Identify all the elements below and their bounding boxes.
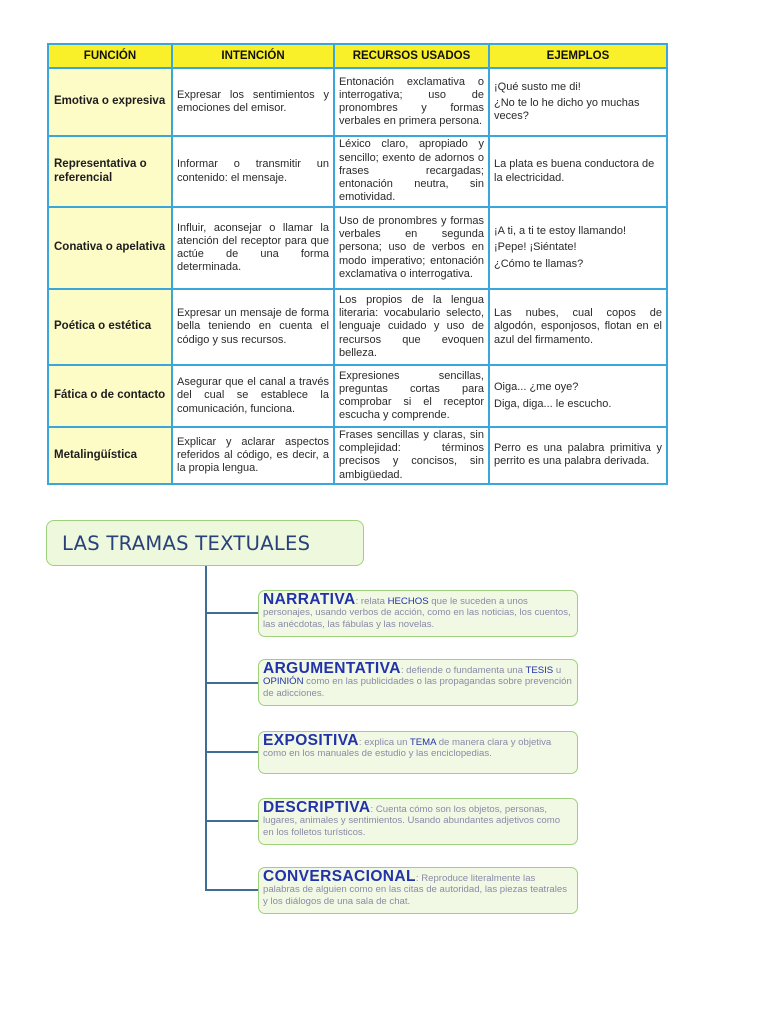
trama-card-expositiva [258, 731, 578, 774]
trama-separator: : [400, 665, 407, 676]
cell-recursos: Léxico claro, apropiado y sencillo; exento de adornos o frases recargadas; entonación neutra, sin emotividad. [334, 136, 489, 207]
trama-description: de manera clara y objetiva como en los manuales de estudio y las enciclopedias. [263, 737, 552, 760]
trama-keyword: OPINIÓN [263, 676, 304, 688]
cell-funcion: Conativa o apelativa [48, 207, 172, 289]
table-row [48, 136, 667, 207]
example-text: Perro es una palabra primitiva y perrito es una palabra derivada. [494, 442, 662, 468]
trama-title: CONVERSACIONAL [263, 868, 416, 885]
cell-recursos: Entonación exclamativa o interrogativa; uso de pronombres y formas verbales en primera persona. [334, 68, 489, 136]
trama-keyword: TEMA [409, 737, 437, 748]
trama-card-descriptiva [258, 798, 578, 845]
connector-branch [205, 612, 259, 614]
cell-funcion: Metalingüística [48, 427, 172, 484]
cell-funcion: Emotiva o expresiva [48, 68, 172, 136]
trama-separator: : [415, 873, 422, 884]
cell-recursos: Los propios de la lengua literaria: vocabulario selecto, lenguaje cuidado y uso de recursos que evoquen belleza. [334, 289, 489, 365]
cell-funcion: Representativa o referencial [48, 136, 172, 207]
trama-description: Reproduce literalmente las palabras de alguien como en las citas de autoridad, las piezas teatrales y los diálogos de una sala de chat. [263, 873, 567, 907]
cell-intencion: Expresar un mensaje de forma bella teniendo en cuenta el código y sus recursos. [172, 289, 334, 365]
cell-ejemplos [489, 427, 667, 484]
table-row [48, 365, 667, 427]
cell-ejemplos [489, 289, 667, 365]
trama-separator: : [355, 596, 361, 607]
cell-ejemplos [489, 68, 667, 136]
cell-intencion: Expresar los sentimientos y emociones del emisor. [172, 68, 334, 136]
trama-description: relata [360, 596, 388, 607]
table-header-row [48, 44, 667, 68]
diagram-title-box [46, 520, 364, 566]
header-ejemplos: EJEMPLOS [489, 44, 667, 68]
trama-separator: : [370, 804, 376, 815]
connector-branch [205, 889, 259, 891]
table-row [48, 68, 667, 136]
connector-trunk [205, 566, 207, 890]
cell-funcion: Poética o estética [48, 289, 172, 365]
example-text: Diga, diga... le escucho. [494, 397, 612, 410]
trama-description: que le suceden a unos personajes, usando verbos de acción, como en las noticias, los cuentos, las anécdotas, las fábulas y las novelas. [263, 596, 571, 630]
trama-description: explica un [364, 737, 410, 748]
header-funcion: FUNCIÓN [48, 44, 172, 68]
trama-card-conversacional [258, 867, 578, 914]
example-text: Las nubes, cual copos de algodón, esponjosos, flotan en el azul del firmamento. [494, 307, 662, 346]
trama-description: u [553, 665, 562, 676]
cell-recursos: Uso de pronombres y formas verbales en segunda persona; uso de verbos en modo imperativo; entonación exclamativa o interrogativa. [334, 207, 489, 289]
example-text: ¡Pepe! ¡Siéntate! [494, 241, 577, 254]
header-recursos: RECURSOS USADOS [334, 44, 489, 68]
connector-branch [205, 820, 259, 822]
example-text: ¿Cómo te llamas? [494, 257, 584, 270]
trama-description: como en las publicidades o las propagandas sobre prevención de adicciones. [263, 676, 572, 699]
trama-card-narrativa [258, 590, 578, 637]
table-row [48, 207, 667, 289]
cell-intencion: Influir, aconsejar o llamar la atención del receptor para que actúe de una forma determinada. [172, 207, 334, 289]
trama-description: defiende o fundamenta una [406, 665, 526, 676]
functions-table [47, 43, 668, 485]
cell-ejemplos [489, 136, 667, 207]
example-text: Oiga... ¿me oye? [494, 381, 579, 394]
trama-title: ARGUMENTATIVA [263, 660, 401, 677]
example-text: ¡A ti, a ti te estoy llamando! [494, 225, 627, 238]
cell-recursos: Expresiones sencillas, preguntas cortas para comprobar si el receptor escucha y comprende. [334, 365, 489, 427]
trama-keyword: TESIS [525, 665, 554, 676]
cell-recursos: Frases sencillas y claras, sin complejidad: términos precisos y concisos, sin ambigüedad. [334, 427, 489, 484]
diagram-title: LAS TRAMAS TEXTUALES [62, 531, 311, 555]
trama-description: Cuenta cómo son los objetos, personas, lugares, animales y sentimientos. Usando abundantes adjetivos como en los folletos turísticos. [263, 804, 561, 838]
trama-keyword: HECHOS [387, 596, 429, 607]
connector-branch [205, 682, 259, 684]
cell-intencion: Explicar y aclarar aspectos referidos al código, es decir, a la propia lengua. [172, 427, 334, 484]
cell-ejemplos [489, 365, 667, 427]
cell-intencion: Asegurar que el canal a través del cual se establece la comunicación, funciona. [172, 365, 334, 427]
cell-funcion: Fática o de contacto [48, 365, 172, 427]
trama-title: EXPOSITIVA [263, 732, 359, 749]
cell-intencion: Informar o transmitir un contenido: el mensaje. [172, 136, 334, 207]
header-intencion: INTENCIÓN [172, 44, 334, 68]
trama-title: DESCRIPTIVA [263, 799, 371, 816]
connector-branch [205, 751, 259, 753]
example-text: ¡Qué susto me di! [494, 80, 581, 93]
table-row [48, 427, 667, 484]
trama-card-argumentativa [258, 659, 578, 706]
cell-ejemplos [489, 207, 667, 289]
trama-title: NARRATIVA [263, 591, 356, 608]
example-text: ¿No te lo he dicho yo muchas veces? [494, 96, 640, 123]
example-text: La plata es buena conductora de la electricidad. [494, 158, 655, 184]
table-row [48, 289, 667, 365]
trama-separator: : [358, 737, 365, 748]
